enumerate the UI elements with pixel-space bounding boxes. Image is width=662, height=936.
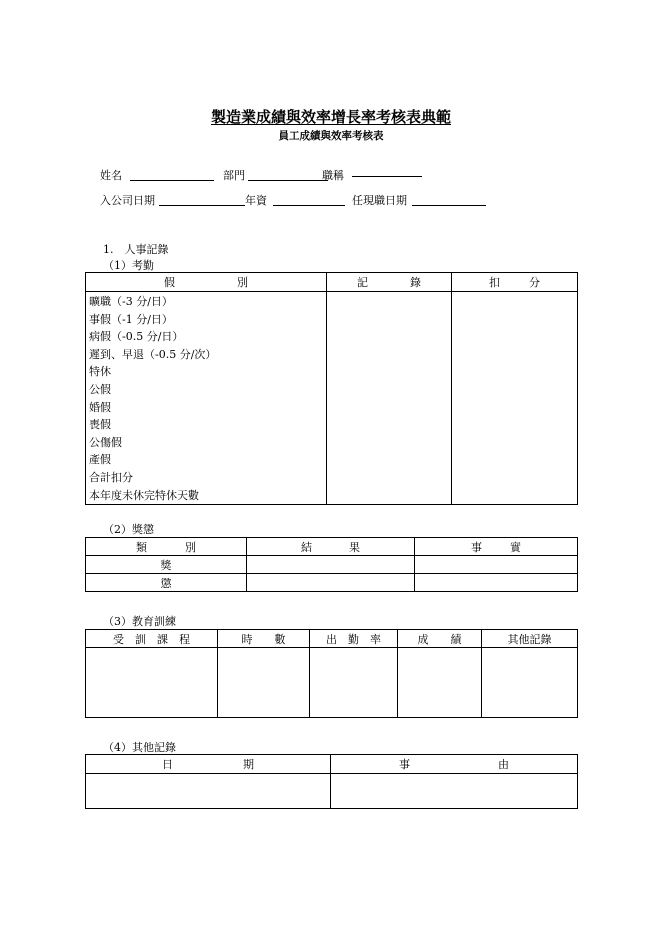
list-item: 病假（-0.5 分/日） <box>89 330 184 344</box>
training-attendance-cell[interactable] <box>310 648 398 718</box>
section-other-heading: （4）其他記錄 <box>103 741 176 754</box>
section-heading-personnel: 1. 人事記錄 <box>103 243 169 256</box>
current-post-date-field[interactable] <box>412 205 486 206</box>
table-row <box>86 574 578 592</box>
other-header-reason: 事 由 <box>331 755 578 774</box>
attendance-header-record: 記 錄 <box>327 273 452 292</box>
position-field[interactable] <box>352 176 422 177</box>
penalty-result-cell[interactable] <box>247 574 415 592</box>
rewards-header-fact: 事 實 <box>415 538 578 556</box>
name-label: 姓名 <box>100 169 122 182</box>
seniority-field[interactable] <box>273 205 345 206</box>
penalty-fact-cell[interactable] <box>415 574 578 592</box>
list-item: 曠職（-3 分/日） <box>89 295 173 308</box>
seniority-label: 年資 <box>245 194 267 207</box>
training-other-cell[interactable] <box>482 648 578 718</box>
training-header-hours: 時 數 <box>218 630 310 648</box>
position-label: 職稱 <box>322 169 344 182</box>
form-subtitle: 員工成績與效率考核表 <box>278 130 384 142</box>
rewards-header-category: 類 別 <box>86 538 247 556</box>
section-rewards-heading: （2）獎懲 <box>103 523 154 536</box>
rewards-header-result: 結 果 <box>247 538 415 556</box>
list-item: 婚假 <box>89 400 111 414</box>
join-date-label: 入公司日期 <box>100 194 155 207</box>
list-item: 本年度未休完特休天數 <box>89 488 199 502</box>
list-item: 遲到、早退（-0.5 分/次） <box>89 347 217 361</box>
other-records-table <box>85 754 578 809</box>
list-item: 公假 <box>89 382 111 396</box>
section-training-heading: （3）教育訓練 <box>103 615 176 628</box>
training-header-course: 受 訓 課 程 <box>86 630 218 648</box>
training-course-cell[interactable] <box>86 648 218 718</box>
document-title: 製造業成績與效率增長率考核表典範 <box>210 108 451 126</box>
reward-label: 獎 <box>86 556 247 574</box>
attendance-leave-types <box>86 292 327 505</box>
rewards-table <box>85 537 578 592</box>
training-score-cell[interactable] <box>398 648 482 718</box>
list-item: 喪假 <box>89 418 111 432</box>
attendance-header-type: 假 別 <box>86 273 327 292</box>
training-table <box>85 629 578 718</box>
department-label: 部門 <box>223 169 245 182</box>
current-post-date-label: 任現職日期 <box>352 194 407 207</box>
section-attendance-heading: （1）考勤 <box>103 259 154 272</box>
other-reason-cell[interactable] <box>331 774 578 809</box>
penalty-label: 懲 <box>86 574 247 592</box>
table-row <box>86 774 578 809</box>
training-hours-cell[interactable] <box>218 648 310 718</box>
list-item: 事假（-1 分/日） <box>89 312 173 326</box>
department-field[interactable] <box>248 180 328 181</box>
join-date-field[interactable] <box>159 205 245 206</box>
training-header-other: 其他記錄 <box>482 630 578 648</box>
reward-result-cell[interactable] <box>247 556 415 574</box>
other-date-cell[interactable] <box>86 774 331 809</box>
list-item: 產假 <box>89 453 111 467</box>
attendance-table <box>85 272 578 505</box>
attendance-deduction-cell[interactable] <box>452 292 578 505</box>
other-header-date: 日 期 <box>86 755 331 774</box>
reward-fact-cell[interactable] <box>415 556 578 574</box>
list-item: 公傷假 <box>89 435 122 449</box>
training-header-attendance-rate: 出 勤 率 <box>310 630 398 648</box>
attendance-header-deduction: 扣 分 <box>452 273 578 292</box>
table-row <box>86 648 578 718</box>
list-item: 特休 <box>89 365 111 379</box>
attendance-record-cell[interactable] <box>327 292 452 505</box>
name-field[interactable] <box>130 180 214 181</box>
training-header-score: 成 績 <box>398 630 482 648</box>
list-item: 合計扣分 <box>89 470 133 484</box>
table-row <box>86 556 578 574</box>
